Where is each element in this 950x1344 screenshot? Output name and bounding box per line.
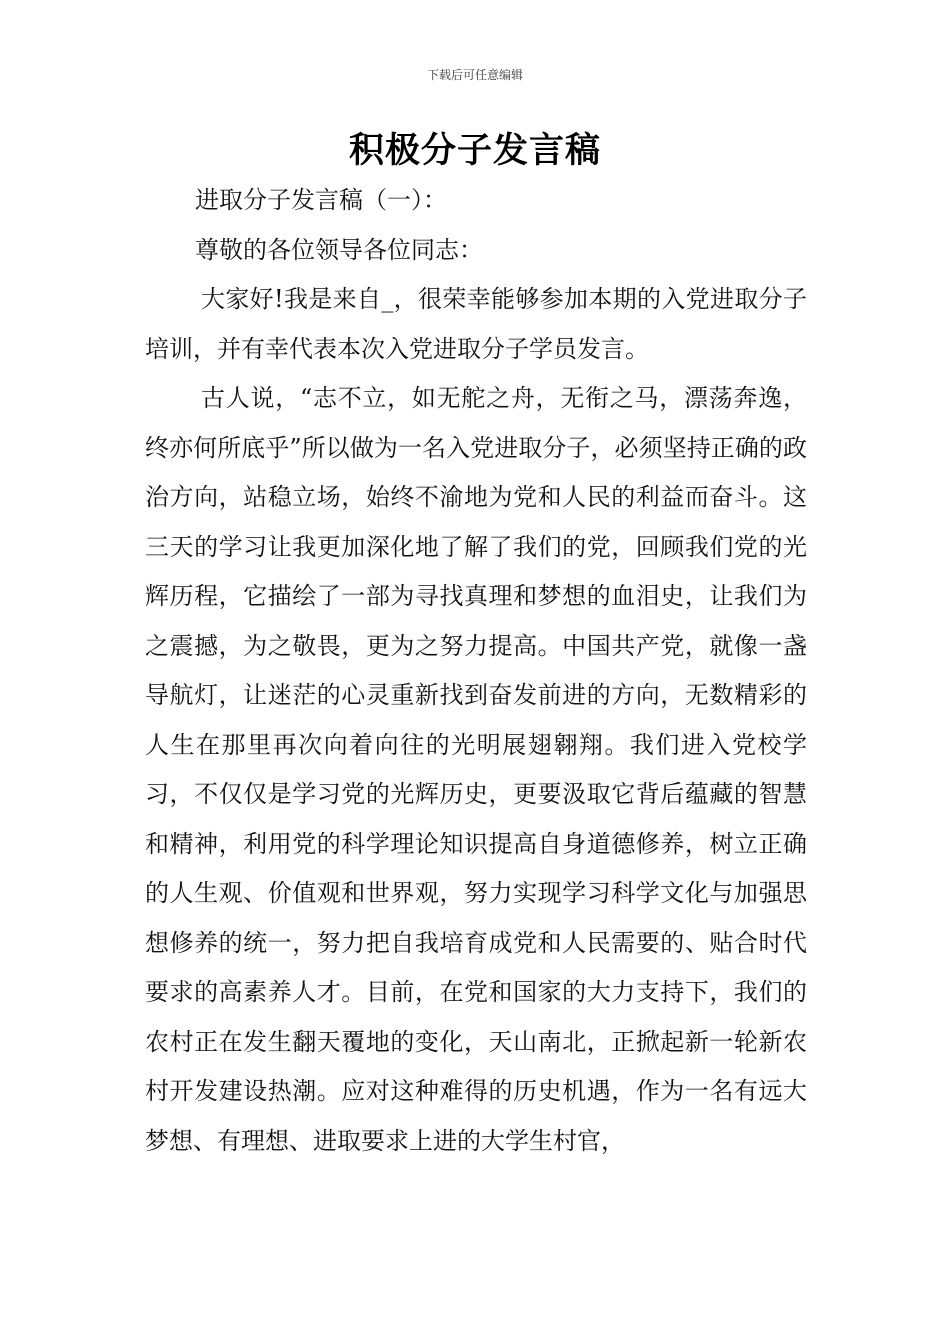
paragraph-main: 古人说，“志不立，如无舵之舟，无衔之马，漂荡奔逸，终亦何所底乎”所以做为一名入党进取分子，必须坚持正确的政治方向，站稳立场，始终不渝地为党和人民的利益而奋斗。这三天的学习让我更加深化地了解了我们的党，回顾我们党的光辉历程，它描绘了一部为寻找真理和梦想的血泪史，让我们为之震撼，为之敬畏，更为之努力提高。中国共产党，就像一盏导航灯，让迷茫的心灵重新找到奋发前进的方向，无数精彩的人生在那里再次向着向往的光明展翅翱翔。我们进入党校学习，不仅仅是学习党的光辉历史，更要汲取它背后蕴藏的智慧和精神，利用党的科学理论知识提高自身道德修养，树立正确的人生观、价值观和世界观，努力实现学习科学文化与加强思想修养的统一，努力把自我培育成党和人民需要的、贴合时代要求的高素养人才。目前，在党和国家的大力支持下，我们的农村正在发生翻天覆地的变化，天山南北，正掀起新一轮新农村开发建设热潮。应对这种难得的历史机遇，作为一名有远大梦想、有理想、进取要求上进的大学生村官， [145,384,807,1155]
document-subtitle: 进取分子发言稿（一）： [195,186,447,214]
document-body [145,176,807,1166]
document-title: 积极分子发言稿 [348,131,601,171]
greeting-line: 尊敬的各位领导各位同志： [195,235,483,264]
header-note: 下载后可任意编辑 [426,68,523,82]
paragraph-intro: 大家好!我是来自_，很荣幸能够参加本期的入党进取分子培训，并有幸代表本次入党进取分子学员发言。 [145,285,807,363]
